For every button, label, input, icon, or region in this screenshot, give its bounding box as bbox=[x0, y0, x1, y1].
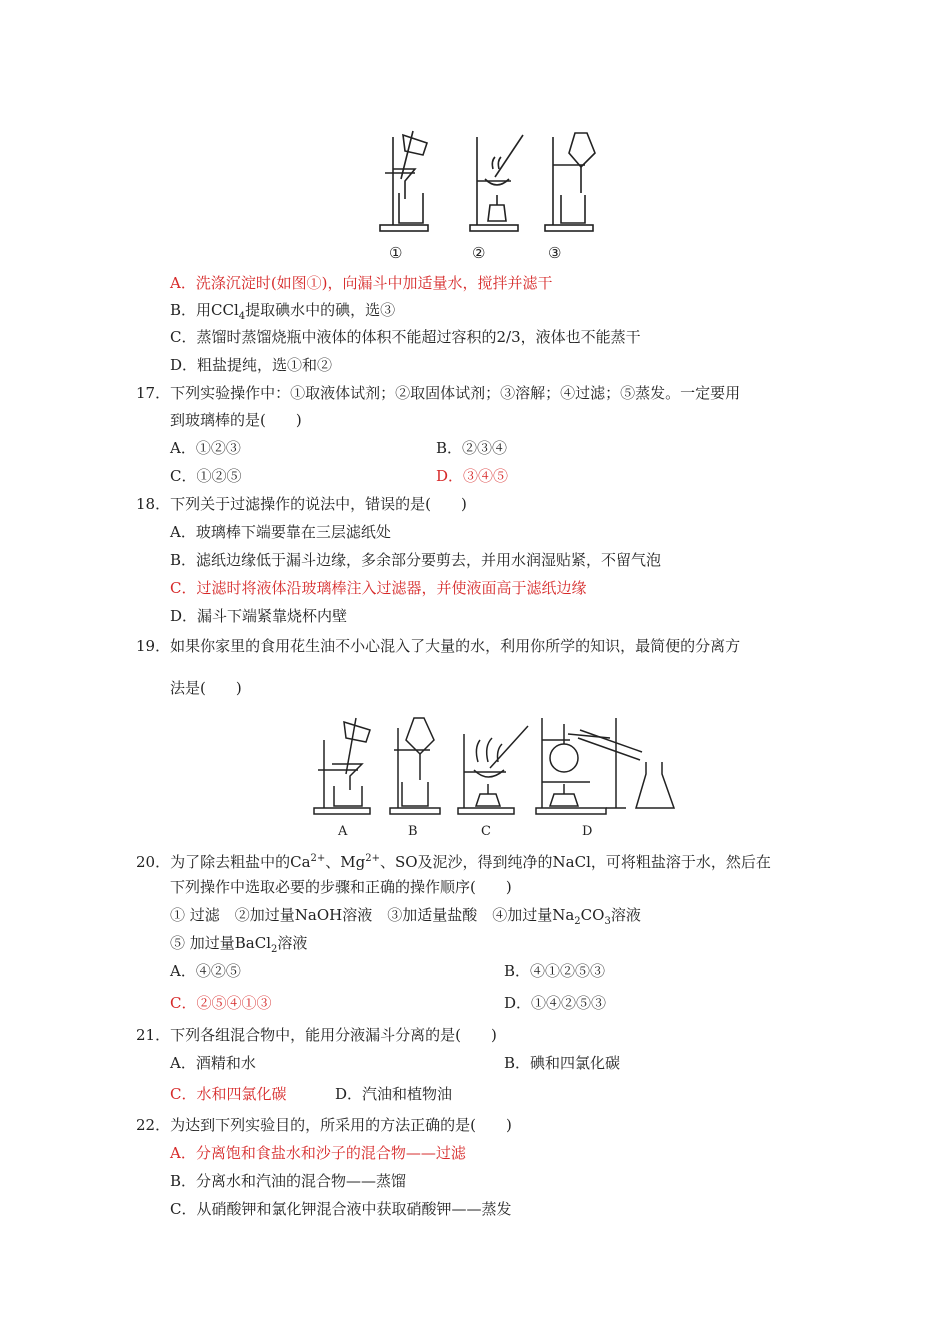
q20-stem-line1 bbox=[136, 849, 771, 872]
q17-option-b: B．②③④ bbox=[436, 439, 508, 457]
q19-stem-line2: 法是( ) bbox=[170, 679, 242, 697]
q22-option-a: A．分离饱和食盐水和沙子的混合物——过滤 bbox=[170, 1144, 466, 1162]
q20-option-a: A．④②⑤ bbox=[170, 962, 241, 980]
q20-option-b: B．④①②⑤③ bbox=[504, 962, 606, 980]
q16-option-b bbox=[170, 300, 395, 327]
apparatus-figure-q16 bbox=[375, 125, 605, 240]
q20-option-d: D．①④②⑤③ bbox=[504, 994, 607, 1012]
q18-option-a: A．玻璃棒下端要靠在三层滤纸处 bbox=[170, 523, 391, 541]
q20-stem-sup-1: 2+ bbox=[310, 853, 326, 864]
q17-option-d: D．③④⑤ bbox=[436, 467, 509, 485]
q21-option-d: D．汽油和植物油 bbox=[335, 1085, 453, 1103]
q17-stem-line1: 17．下列实验操作中：①取液体试剂；②取固体试剂；③溶解；④过滤；⑤蒸发。一定要用 bbox=[136, 384, 741, 402]
q20-ops-sub-1: 2 bbox=[574, 916, 581, 927]
q17-option-a: A．①②③ bbox=[170, 439, 241, 457]
q18-option-d: D．漏斗下端紧靠烧杯内壁 bbox=[170, 607, 348, 625]
q16-option-b-sub: 4 bbox=[238, 311, 246, 322]
q21-option-b: B．碘和四氯化碳 bbox=[504, 1054, 621, 1072]
figure-label-2: ② bbox=[472, 244, 486, 262]
q22-option-b: B．分离水和汽油的混合物——蒸馏 bbox=[170, 1172, 407, 1190]
q20-ops-part-c: 溶液 bbox=[610, 906, 641, 924]
q18-option-c: C．过滤时将液体沿玻璃棒注入过滤器，并使液面高于滤纸边缘 bbox=[170, 579, 587, 597]
q18-option-b: B．滤纸边缘低于漏斗边缘，多余部分要剪去，并用水润湿贴紧，不留气泡 bbox=[170, 551, 662, 569]
figure-label-c: C bbox=[481, 824, 491, 839]
q21-option-a: A．酒精和水 bbox=[170, 1054, 256, 1072]
q20-op5-part-a: ⑤ 加过量BaCl bbox=[170, 934, 272, 952]
q16-option-b-post: 提取碘水中的碘，选③ bbox=[245, 301, 396, 319]
q21-stem: 21．下列各组混合物中，能用分液漏斗分离的是( ) bbox=[136, 1026, 497, 1044]
q20-ops-part-a: ① 过滤 ②加过量NaOH溶液 ③加适量盐酸 ④加过量Na bbox=[170, 906, 575, 924]
q19-stem-line1: 19．如果你家里的食用花生油不小心混入了大量的水，利用你所学的知识，最简便的分离方 bbox=[136, 637, 741, 655]
q20-ops-part-b: CO bbox=[580, 906, 605, 924]
q17-option-c: C．①②⑤ bbox=[170, 467, 242, 485]
figure-label-b: B bbox=[408, 824, 418, 839]
figure-label-1: ① bbox=[389, 244, 403, 262]
q20-stem-part-b: 、Mg bbox=[325, 853, 366, 871]
q20-stem-line2: 下列操作中选取必要的步骤和正确的操作顺序( ) bbox=[170, 878, 512, 896]
q22-option-c: C．从硝酸钾和氯化钾混合液中获取硝酸钾——蒸发 bbox=[170, 1200, 512, 1218]
q16-option-b-pre: B．用CCl bbox=[170, 301, 239, 319]
figure-label-3: ③ bbox=[548, 244, 562, 262]
q20-op5-sub: 2 bbox=[271, 944, 278, 955]
q20-stem-part-c: 、SO及泥沙，得到纯净的NaCl，可将粗盐溶于水，然后在 bbox=[379, 853, 771, 871]
q16-option-a: A．洗涤沉淀时(如图①)，向漏斗中加适量水，搅拌并滤干 bbox=[170, 274, 553, 292]
q20-operation-5 bbox=[170, 933, 307, 960]
q20-stem-part-a: 20．为了除去粗盐中的Ca bbox=[136, 853, 311, 871]
q16-option-c: C．蒸馏时蒸馏烧瓶中液体的体积不能超过容积的2/3，液体也不能蒸干 bbox=[170, 328, 641, 346]
q21-option-c: C．水和四氯化碳 bbox=[170, 1085, 287, 1103]
q22-stem: 22．为达到下列实验目的，所采用的方法正确的是( ) bbox=[136, 1116, 512, 1134]
q20-option-c: C．②⑤④①③ bbox=[170, 994, 272, 1012]
q16-option-d: D．粗盐提纯，选①和② bbox=[170, 356, 333, 374]
q20-ops-sub-2: 3 bbox=[604, 916, 611, 927]
q20-op5-part-b: 溶液 bbox=[277, 934, 308, 952]
q18-stem: 18．下列关于过滤操作的说法中，错误的是( ) bbox=[136, 495, 467, 513]
q17-stem-line2: 到玻璃棒的是( ) bbox=[170, 411, 302, 429]
q20-operations bbox=[170, 905, 641, 932]
figure-label-d: D bbox=[582, 824, 593, 839]
apparatus-figure-q19 bbox=[310, 712, 680, 820]
q20-stem-sup-2: 2+ bbox=[365, 853, 380, 864]
figure-label-a: A bbox=[338, 824, 348, 839]
